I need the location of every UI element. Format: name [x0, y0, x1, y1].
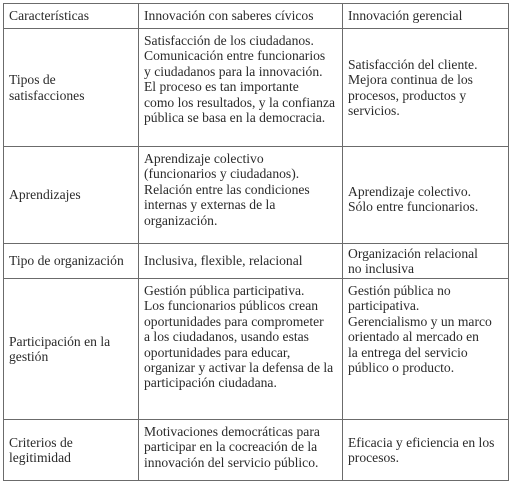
- managerial-cell: [343, 29, 509, 147]
- cell-line: Criterios de: [9, 434, 73, 450]
- cell-line: Los funcionarios públicos crean: [144, 298, 319, 314]
- cell-line: procesos, productos y: [348, 87, 467, 103]
- cell-line: oportunidades para educar,: [144, 344, 291, 360]
- cell-line: Satisfacción de los ciudadanos.: [144, 33, 314, 48]
- cell-line: Aprendizajes: [9, 187, 81, 203]
- cell-line: servicios.: [348, 102, 400, 118]
- table-row: [4, 29, 509, 147]
- cell-line: Eficacia y eficiencia en los: [348, 434, 495, 450]
- managerial-cell: [343, 147, 509, 244]
- cell-line: Tipos de: [9, 72, 56, 88]
- managerial-cell: [343, 279, 509, 420]
- header-row: [4, 4, 509, 29]
- cell-line: Sólo entre funcionarios.: [348, 199, 479, 214]
- cell-line: a los ciudadanos, usando estas: [144, 329, 309, 345]
- cell-line: (funcionarios y ciudadanos).: [144, 166, 300, 182]
- cell-line: Motivaciones democráticas para: [144, 424, 320, 439]
- cell-line: satisfacciones: [9, 87, 85, 103]
- civic-cell: [139, 279, 343, 420]
- cell-line: como los resultados, y la confianza: [144, 94, 336, 110]
- cell-line: Organización relacional: [348, 245, 478, 261]
- cell-line: legitimidad: [9, 450, 71, 465]
- civic-cell: [139, 147, 343, 244]
- cell-line: público o producto.: [348, 360, 455, 376]
- cell-line: Comunicación entre funcionarios: [144, 48, 326, 64]
- comparison-table: [3, 3, 509, 481]
- cell-line: Mejora continua de los: [348, 72, 473, 88]
- header-civic-innovation: Innovación con saberes cívicos: [139, 4, 343, 29]
- cell-line: participar en la cocreación de la: [144, 439, 318, 455]
- managerial-cell: [343, 244, 509, 279]
- cell-line: oportunidades para comprometer: [144, 313, 324, 329]
- cell-line: Tipo de organización: [9, 253, 124, 269]
- criterion-cell: [4, 147, 139, 244]
- cell-line: innovación del servicio público.: [144, 454, 319, 470]
- cell-line: gestión: [9, 349, 49, 364]
- cell-line: Gerencialismo y un marco: [348, 313, 492, 329]
- header-managerial-innovation: Innovación gerencial: [343, 4, 509, 29]
- cell-line: Satisfacción del cliente.: [348, 56, 478, 72]
- table-row: [4, 420, 509, 481]
- comparison-table-container: [3, 3, 508, 470]
- civic-cell: [139, 244, 343, 279]
- table-row: [4, 244, 509, 279]
- cell-line: Aprendizaje colectivo.: [348, 183, 472, 199]
- cell-line: Aprendizaje colectivo: [144, 151, 264, 166]
- cell-line: organización.: [144, 212, 218, 228]
- cell-line: Participación en la: [9, 333, 111, 349]
- cell-line: Relación entre las condiciones: [144, 181, 310, 197]
- criterion-cell: [4, 29, 139, 147]
- criterion-cell: [4, 420, 139, 481]
- cell-line: organizar y activar la defensa de la: [144, 360, 334, 376]
- cell-line: y ciudadanos para la innovación.: [144, 63, 323, 79]
- cell-line: no inclusiva: [348, 261, 415, 276]
- civic-cell: [139, 420, 343, 481]
- civic-cell: [139, 29, 343, 147]
- cell-line: El proceso es tan importante: [144, 79, 299, 95]
- criterion-cell: [4, 244, 139, 279]
- cell-line: internas y externas de la: [144, 197, 276, 213]
- table-row: [4, 147, 509, 244]
- criterion-cell: [4, 279, 139, 420]
- managerial-cell: [343, 420, 509, 481]
- cell-line: Inclusiva, flexible, relacional: [144, 253, 303, 269]
- cell-line: participación ciudadana.: [144, 375, 277, 391]
- table-row: [4, 279, 509, 420]
- cell-line: Gestión pública participativa.: [144, 283, 305, 298]
- cell-line: orientado al mercado en: [348, 329, 479, 345]
- cell-line: pública se basa en la democracia.: [144, 110, 326, 126]
- cell-line: la entrega del servicio: [348, 344, 468, 360]
- cell-line: Gestión pública no: [348, 283, 451, 298]
- header-characteristics: Características: [4, 4, 139, 29]
- cell-line: procesos.: [348, 450, 399, 465]
- cell-line: participativa.: [348, 298, 420, 314]
